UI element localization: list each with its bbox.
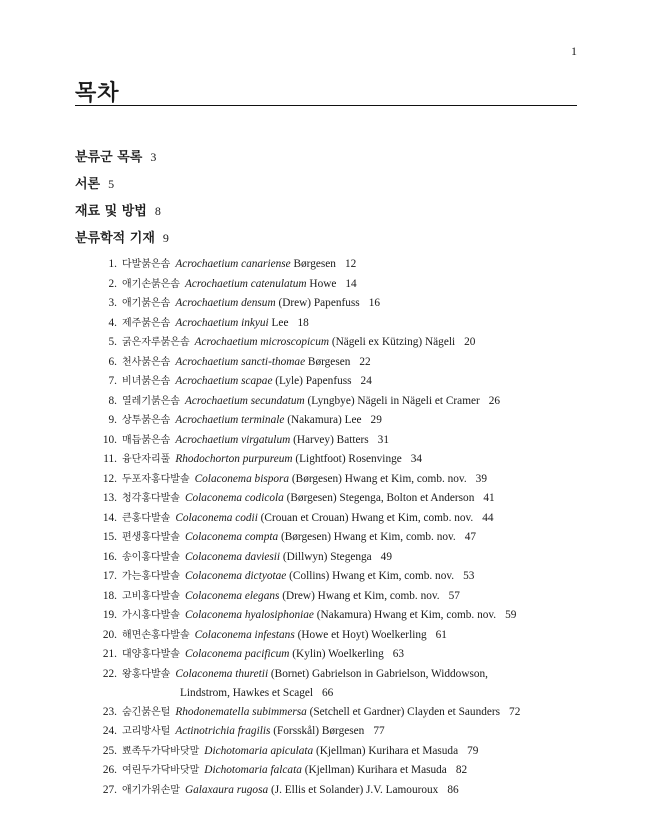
korean-name: 송이홍다발솔 xyxy=(122,551,180,563)
toc-section-page: 5 xyxy=(108,177,115,191)
korean-name: 제주붉은솜 xyxy=(122,317,171,329)
author-citation: (Drew) Papenfuss xyxy=(278,297,360,309)
scientific-name: Colaconema pacificum xyxy=(184,648,290,660)
entry-number: 7. xyxy=(108,375,117,387)
entry-page: 29 xyxy=(370,414,382,426)
korean-name: 해면손홍다발솔 xyxy=(122,629,190,641)
toc-section-label: 분류학적 기재 xyxy=(75,231,155,246)
korean-name: 뾰족두가닥바닷말 xyxy=(122,745,200,757)
entry-text xyxy=(122,470,487,490)
author-citation: Howe xyxy=(309,277,337,290)
toc-section-label: 재료 및 방법 xyxy=(75,204,147,219)
entry-page: 26 xyxy=(488,394,501,407)
author-citation: (Crouan et Crouan) Hwang et Kim, comb. nov. xyxy=(260,511,474,524)
entry-number: 13. xyxy=(102,492,117,504)
toc-entry[interactable] xyxy=(90,275,590,295)
toc-entry[interactable] xyxy=(90,606,590,626)
entry-text xyxy=(122,411,382,431)
korean-name: 여린두가닥바닷말 xyxy=(122,765,200,776)
entry-number: 15. xyxy=(102,531,117,543)
entry-text xyxy=(122,548,392,568)
entry-number: 20. xyxy=(102,628,117,641)
entry-page: 47 xyxy=(464,531,477,543)
toc-entry[interactable] xyxy=(90,392,590,412)
scientific-name: Colaconema bispora xyxy=(194,472,290,485)
entry-text xyxy=(122,255,356,275)
entry-page: 79 xyxy=(467,744,479,757)
entry-text xyxy=(122,353,371,373)
entry-page: 39 xyxy=(475,472,487,485)
scientific-name: Colaconema infestans xyxy=(194,628,295,641)
scientific-name: Dichotomaria apiculata xyxy=(204,744,314,757)
author-citation: (Setchell et Gardner) Clayden et Saunders xyxy=(309,705,501,718)
toc-entry[interactable] xyxy=(90,645,590,665)
author-citation: Børgesen xyxy=(307,355,351,368)
toc-entry[interactable] xyxy=(90,509,590,529)
entry-number: 23. xyxy=(102,705,117,718)
entry-text xyxy=(122,372,372,392)
toc-sections xyxy=(75,146,169,254)
scientific-name: Colaconema thuretii xyxy=(175,667,269,680)
author-citation: (Nägeli ex Kützing) Nägeli xyxy=(331,336,456,348)
entry-number: 17. xyxy=(102,570,117,582)
author-citation: (Børgesen) Stegenga, Bolton et Anderson xyxy=(286,492,475,504)
entry-page: 63 xyxy=(392,648,405,660)
entry-page: 24 xyxy=(360,375,372,387)
entry-page: 16 xyxy=(368,297,380,309)
author-citation: (Kjellman) Kurihara et Masuda xyxy=(316,744,459,757)
scientific-name: Acrochaetium microscopicum xyxy=(194,336,330,348)
scientific-name: Acrochaetium terminale xyxy=(175,414,285,426)
author-citation: (Børgesen) Hwang et Kim, comb. nov. xyxy=(291,472,467,485)
entry-page: 72 xyxy=(509,705,521,718)
toc-entry[interactable] xyxy=(90,781,590,801)
toc-section-label: 분류군 목록 xyxy=(75,150,143,165)
korean-name: 애기손붉은솜 xyxy=(122,278,180,290)
korean-name: 천사붉은솜 xyxy=(122,356,171,368)
korean-name: 숨긴붉은털 xyxy=(122,706,171,718)
scientific-name: Dichotomaria falcata xyxy=(204,764,302,776)
toc-entry[interactable] xyxy=(90,587,590,607)
author-citation: (Kjellman) Kurihara et Masuda xyxy=(304,764,447,776)
toc-section-page: 3 xyxy=(150,150,157,164)
entry-text xyxy=(122,567,474,587)
toc-entry[interactable] xyxy=(90,489,590,509)
entry-page: 12 xyxy=(344,258,357,270)
entry-number: 11. xyxy=(103,453,117,465)
scientific-name: Colaconema hyalosiphoniae xyxy=(184,609,314,621)
toc-entry[interactable] xyxy=(90,567,590,587)
entry-number: 26. xyxy=(102,764,117,776)
entry-text xyxy=(122,489,495,509)
entry-text xyxy=(122,781,459,801)
entry-page: 34 xyxy=(410,453,423,465)
entry-page: 22 xyxy=(359,355,371,368)
author-citation: Lee xyxy=(271,316,289,329)
toc-entry[interactable] xyxy=(90,722,590,742)
korean-name: 애기가위손말 xyxy=(122,784,180,796)
page-title: 목차 xyxy=(75,81,120,106)
korean-name: 편생홍다발솔 xyxy=(122,532,180,543)
scientific-name: Galaxaura rugosa xyxy=(184,783,269,796)
entry-page: 20 xyxy=(464,336,476,348)
entry-text xyxy=(122,742,478,762)
korean-name: 고리방사털 xyxy=(122,726,171,737)
entry-page: 59 xyxy=(505,609,517,621)
entry-page: 61 xyxy=(435,628,447,641)
toc-entry[interactable] xyxy=(90,314,590,334)
entry-number: 10. xyxy=(102,433,117,446)
author-citation: (Dillwyn) Stegenga xyxy=(282,550,372,563)
entry-number: 24. xyxy=(102,725,117,737)
entry-text xyxy=(122,392,500,412)
korean-name: 다발붉은솜 xyxy=(122,259,171,270)
toc-entry[interactable] xyxy=(90,665,590,703)
korean-name: 대양홍다발솔 xyxy=(122,649,180,660)
toc-entry[interactable] xyxy=(90,255,590,275)
scientific-name: Colaconema compta xyxy=(184,531,279,543)
toc-section-item[interactable] xyxy=(75,200,169,227)
entry-number: 12. xyxy=(102,472,117,485)
toc-entry[interactable] xyxy=(90,333,590,353)
entry-number: 1. xyxy=(108,258,117,270)
toc-section-item[interactable] xyxy=(75,173,169,200)
entry-text xyxy=(122,665,488,703)
entry-page: 49 xyxy=(380,550,392,563)
entry-text xyxy=(122,314,309,334)
entry-page: 31 xyxy=(377,433,389,446)
entry-page: 44 xyxy=(482,511,494,524)
author-citation: (Lyle) Papenfuss xyxy=(275,375,352,387)
scientific-name: Actinotrichia fragilis xyxy=(175,725,271,737)
toc-entry[interactable] xyxy=(90,528,590,548)
entry-text xyxy=(122,703,520,723)
korean-name: 굵은자루붉은솜 xyxy=(122,337,190,348)
entry-number: 21. xyxy=(102,648,117,660)
toc-section-page: 9 xyxy=(162,231,169,245)
entry-number: 22. xyxy=(102,667,117,680)
entry-text xyxy=(122,645,404,665)
scientific-name: Colaconema dictyotae xyxy=(184,570,287,582)
entry-number: 18. xyxy=(102,589,117,602)
author-citation: (Nakamura) Lee xyxy=(287,414,362,426)
title-rule xyxy=(75,105,577,106)
entry-text xyxy=(122,333,475,353)
scientific-name: Colaconema codii xyxy=(175,511,258,524)
korean-name: 큰홍다발솔 xyxy=(122,512,171,524)
entry-text xyxy=(122,431,389,451)
scientific-name: Rhodochorton purpureum xyxy=(175,453,293,465)
entry-number: 19. xyxy=(102,609,117,621)
scientific-name: Colaconema elegans xyxy=(184,589,280,602)
korean-name: 가는홍다발솔 xyxy=(122,571,180,582)
entry-page: 57 xyxy=(448,589,460,602)
korean-name: 상투붉은솜 xyxy=(122,415,171,426)
entry-number: 25. xyxy=(102,744,117,757)
entry-number: 3. xyxy=(108,297,117,309)
toc-entry[interactable] xyxy=(90,703,590,723)
scientific-name: Acrochaetium canariense xyxy=(175,258,291,270)
korean-name: 매듭붉은솜 xyxy=(122,434,171,446)
scientific-name: Acrochaetium secundatum xyxy=(184,394,305,407)
entry-text xyxy=(122,275,357,295)
korean-name: 청각홍다발솔 xyxy=(122,493,180,504)
scientific-name: Acrochaetium sancti-thomae xyxy=(175,355,306,368)
scientific-name: Rhodonematella subimmersa xyxy=(175,705,307,718)
scientific-name: Acrochaetium virgatulum xyxy=(175,433,291,446)
entry-page: 66 xyxy=(322,687,334,699)
entry-page: 77 xyxy=(373,725,385,737)
author-citation: (Collins) Hwang et Kim, comb. nov. xyxy=(289,570,455,582)
toc-entry[interactable] xyxy=(90,353,590,373)
author-citation: (Lightfoot) Rosenvinge xyxy=(295,453,402,465)
entry-page: 14 xyxy=(345,277,357,290)
entry-text xyxy=(122,606,516,626)
entry-number: 8. xyxy=(108,394,117,407)
korean-name: 열레기붉은솜 xyxy=(122,395,180,407)
author-citation: (Lyngbye) Nägeli in Nägeli et Cramer xyxy=(307,394,480,407)
entry-text xyxy=(122,587,460,607)
entry-number: 5. xyxy=(108,336,117,348)
author-citation: (Forsskål) Børgesen xyxy=(273,725,365,737)
author-citation: (J. Ellis et Solander) J.V. Lamouroux xyxy=(270,783,439,796)
entry-number: 6. xyxy=(108,355,117,368)
entry-number: 2. xyxy=(108,277,117,290)
toc-entry[interactable] xyxy=(90,450,590,470)
scientific-name: Colaconema codicola xyxy=(184,492,284,504)
entry-number: 4. xyxy=(108,316,117,329)
entry-text xyxy=(122,761,467,781)
entry-text xyxy=(122,626,447,646)
entry-text xyxy=(122,450,422,470)
toc-entry[interactable] xyxy=(90,548,590,568)
entry-continuation xyxy=(122,684,488,703)
korean-name: 융단자리풀 xyxy=(122,454,171,465)
entry-page: 86 xyxy=(447,783,459,796)
toc-species-list xyxy=(90,255,590,800)
entry-number: 27. xyxy=(102,783,117,796)
author-citation: (Nakamura) Hwang et Kim, comb. nov. xyxy=(316,609,497,621)
entry-text xyxy=(122,722,385,742)
toc-entry[interactable] xyxy=(90,626,590,646)
author-citation: (Bornet) Gabrielson in Gabrielson, Widdowson, xyxy=(270,667,489,680)
scientific-name: Acrochaetium catenulatum xyxy=(184,277,307,290)
scientific-name: Colaconema daviesii xyxy=(184,550,281,563)
entry-text xyxy=(122,294,380,314)
korean-name: 왕홍다발솔 xyxy=(122,668,171,680)
author-citation: (Børgesen) Hwang et Kim, comb. nov. xyxy=(280,531,456,543)
author-citation: (Drew) Hwang et Kim, comb. nov. xyxy=(282,589,440,602)
korean-name: 가시홍다발솔 xyxy=(122,610,180,621)
korean-name: 애기붉은솜 xyxy=(122,298,171,309)
author-citation-continued: Lindstrom, Hawkes et Scagel xyxy=(180,687,314,699)
page-number: 1 xyxy=(571,44,577,58)
scientific-name: Acrochaetium scapae xyxy=(175,375,273,387)
toc-entry[interactable] xyxy=(90,431,590,451)
toc-entry[interactable] xyxy=(90,372,590,392)
scientific-name: Acrochaetium densum xyxy=(175,297,276,309)
scientific-name: Acrochaetium inkyui xyxy=(175,316,269,329)
entry-page: 41 xyxy=(483,492,495,504)
author-citation: (Howe et Hoyt) Woelkerling xyxy=(297,628,427,641)
korean-name: 두포자홍다발솔 xyxy=(122,473,190,485)
toc-section-page: 8 xyxy=(154,204,161,218)
entry-text xyxy=(122,528,476,548)
entry-page: 53 xyxy=(463,570,475,582)
author-citation: Børgesen xyxy=(293,258,336,270)
toc-section-item[interactable] xyxy=(75,227,169,254)
entry-page: 18 xyxy=(297,316,309,329)
toc-section-item[interactable] xyxy=(75,146,169,173)
entry-number: 9. xyxy=(108,414,117,426)
entry-number: 16. xyxy=(102,550,117,563)
toc-entry[interactable] xyxy=(90,294,590,314)
author-citation: (Harvey) Batters xyxy=(293,433,369,446)
author-citation: (Kylin) Woelkerling xyxy=(292,648,384,660)
toc-entry[interactable] xyxy=(90,742,590,762)
toc-section-label: 서론 xyxy=(75,177,101,192)
entry-text xyxy=(122,509,494,529)
korean-name: 고비홍다발솔 xyxy=(122,590,180,602)
toc-entry[interactable] xyxy=(90,761,590,781)
toc-entry[interactable] xyxy=(90,470,590,490)
korean-name: 비녀붉은솜 xyxy=(122,376,171,387)
toc-entry[interactable] xyxy=(90,411,590,431)
entry-number: 14. xyxy=(102,511,117,524)
entry-page: 82 xyxy=(455,764,468,776)
